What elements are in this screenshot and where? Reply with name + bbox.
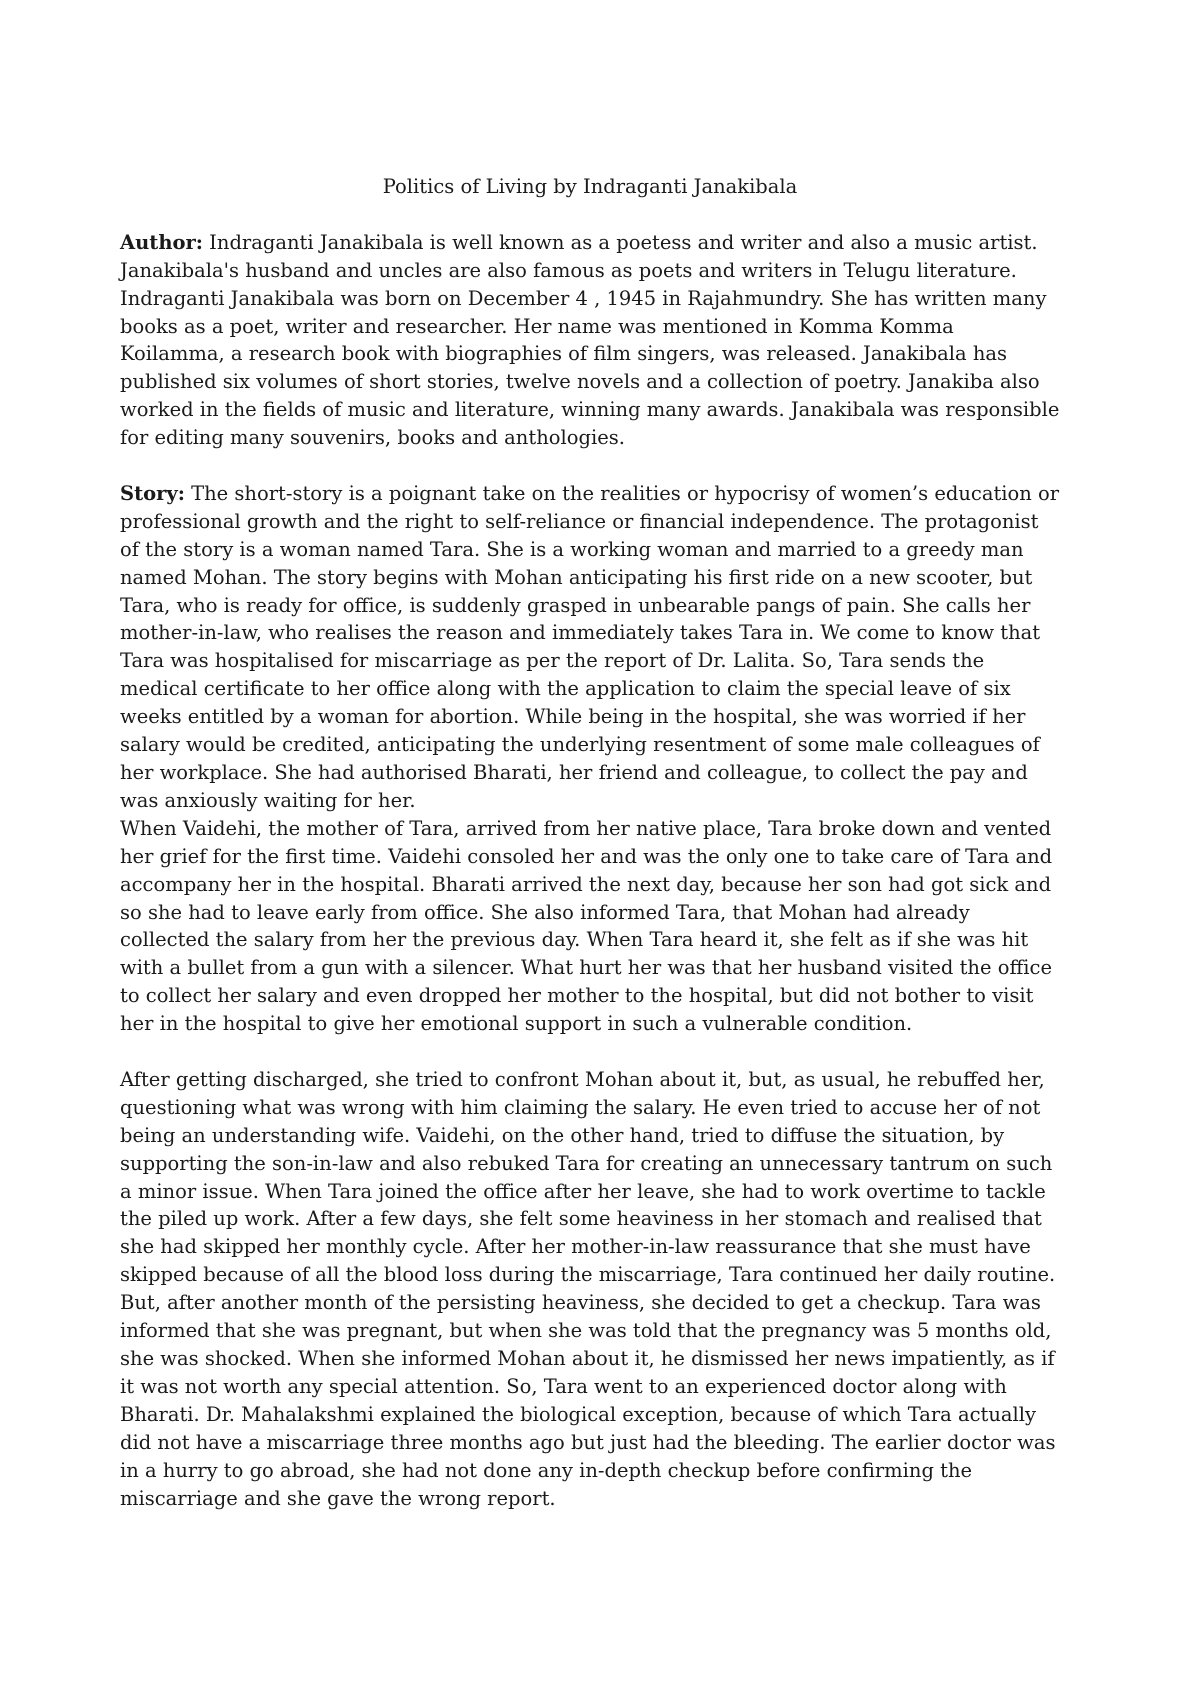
paragraph-spacer — [120, 452, 1060, 480]
author-paragraph — [120, 229, 1060, 452]
story-paragraph-3: After getting discharged, she tried to confront Mohan about it, but, as usual, he rebuffed her, questioning what was wrong with him claiming the salary. He even tried to accuse her of not being an understanding wife. Vaidehi, on the other hand, tried to diffuse the situation, by supporting the son-in-law and also rebuked Tara for creating an unnecessary tantrum on such a minor issue. When Tara joined the office after her leave, she had to work overtime to tackle the piled up work. After a few days, she felt some heaviness in her stomach and realised that she had skipped her monthly cycle. After her mother-in-law reassurance that she must have skipped because of all the blood loss during the miscarriage, Tara continued her daily routine. But, after another month of the persisting heaviness, she decided to get a checkup. Tara was informed that she was pregnant, but when she was told that the pregnancy was 5 months old, she was shocked. When she informed Mohan about it, he dismissed her news impatiently, as if it was not worth any special attention. So, Tara went to an experienced doctor along with Bharati. Dr. Mahalakshmi explained the biological exception, because of which Tara actually did not have a miscarriage three months ago but just had the bleeding. The earlier doctor was in a hurry to go abroad, she had not done any in-depth checkup before confirming the miscarriage and she gave the wrong report. — [120, 1067, 1056, 1510]
story-label: Story: — [120, 481, 185, 505]
paragraph-spacer — [120, 1038, 1060, 1066]
document-title: Politics of Living by Indraganti Janakibala — [382, 175, 798, 198]
author-label: Author: — [120, 230, 203, 254]
author-text: Indraganti Janakibala is well known as a poetess and writer and also a music artist. Janakibala's husband and uncles are also famous as poets and writers in Telugu literature. Indraganti Janakibala was born on December 4 , 1945 in Rajahmundry. She has written many books as a poet, writer and researcher. Her name was mentioned in Komma Komma Koilamma, a research book with biographies of film singers, was released. Janakibala has published six volumes of short stories, twelve novels and a collection of poetry. Janakiba also worked in the fields of music and literature, winning many awards. Janakibala was responsible for editing many souvenirs, books and anthologies. — [120, 230, 1060, 450]
story-paragraph-2: When Vaidehi, the mother of Tara, arrived from her native place, Tara broke down and vented her grief for the first time. Vaidehi consoled her and was the only one to take care of Tara and accompany her in the hospital. Bharati arrived the next day, because her son had got sick and so she had to leave early from office. She also informed Tara, that Mohan had already collected the salary from her the previous day. When Tara heard it, she felt as if she was hit with a bullet from a gun with a silencer. What hurt her was that her husband visited the office to collect her salary and even dropped her mother to the hospital, but did not bother to visit her in the hospital to give her emotional support in such a vulnerable condition. — [120, 816, 1053, 1036]
document-body — [120, 173, 1060, 1512]
story-text-1: The short-story is a poignant take on the realities or hypocrisy of women’s education or professional growth and the right to self-reliance or financial independence. The protagonist of the story is a woman named Tara. She is a working woman and married to a greedy man named Mohan. The story begins with Mohan anticipating his first ride on a new scooter, but Tara, who is ready for office, is suddenly grasped in unbearable pangs of pain. She calls her mother-in-law, who realises the reason and immediately takes Tara in. We come to know that Tara was hospitalised for miscarriage as per the report of Dr. Lalita. So, Tara sends the medical certificate to her office along with the application to claim the special leave of six weeks entitled by a woman for abortion. While being in the hospital, she was worried if her salary would be credited, anticipating the underlying resentment of some male colleagues of her workplace. She had authorised Bharati, her friend and colleague, to collect the pay and was anxiously waiting for her. — [120, 481, 1060, 812]
story-paragraph-1 — [120, 480, 1060, 815]
